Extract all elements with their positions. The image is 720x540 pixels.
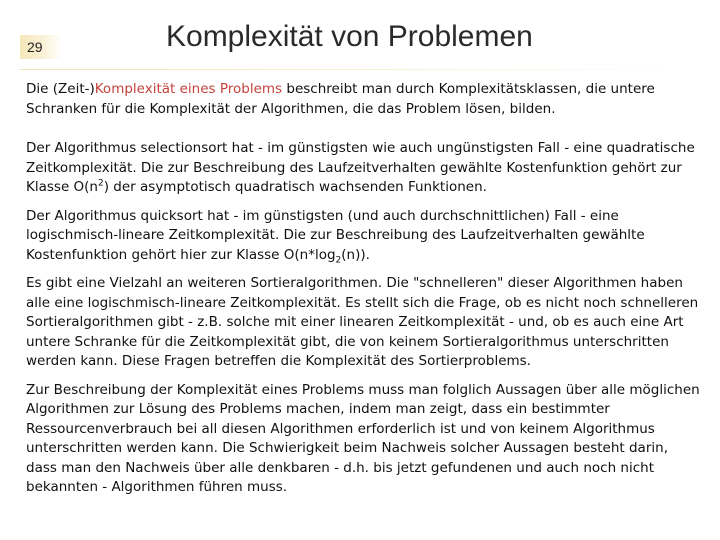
page-number-box (20, 35, 62, 59)
title-divider (20, 69, 700, 70)
paragraph-problemkomplexitaet: Zur Beschreibung der Komplexität eines Problems muss man folglich Aussagen über alle möglichen Algorithmen zur Lösung des Problems machen, indem man zeigt, dass ein bestimmter Ressourcenverbrauch bei all diesen Algorithmen erforderlich ist und von keinem Algorithmus unterschritten werden kann. Die Schwierigkeit beim Nachweis solcher Aussagen besteht darin, dass man den Nachweis über alle denkbaren - d.h. bis jetzt gefundenen und auch noch nicht bekannten - Algorithmen führen muss. (26, 381, 700, 495)
intro-rest: beschreibt man durch Komplexitätsklassen, die untere Schranken für die Komplexität der Algorithmen, die das Problem lösen, bilden. (26, 81, 655, 117)
paragraph-quicksort (26, 207, 702, 266)
intro-highlight: Komplexität eines Problems (94, 81, 283, 97)
quicksort-text-after: (n)). (341, 246, 370, 263)
slide-title: Komplexität von Problemen (166, 20, 533, 53)
selectionsort-exponent: 2 (98, 178, 104, 189)
selectionsort-text-after: ) der asymptotisch quadratisch wachsenden Funktionen. (103, 179, 487, 195)
paragraph-sortieralgorithmen: Es gibt eine Vielzahl an weiteren Sortieralgorithmen. Die "schnelleren" dieser Algorithmen haben alle eine logischmisch-lineare Zeitkomplexität. Es stellt sich die Frage, ob es nicht noch schnelleren Sortieralgorithmen gibt - z.B. solche mit einer linearen Zeitkomplexität - und, ob es auch eine Art untere Schranke für die Zeitkomplexität gibt, die von keinem Sortieralgorithmus unterschritten werden kann. Diese Fragen betreffen die Komplexität des Sortierproblems. (26, 275, 699, 369)
quicksort-text-before: Der Algorithmus quicksort hat - im günstigsten (und auch durchschnittlichen) Fall - eine logischmisch-lineare Zeitkomplexität. Die zur Beschreibung des Laufzeitverhalten gewählte Kostenfunktion gehört hier zur Klasse O(n*log (26, 207, 645, 263)
quicksort-log-base: 2 (335, 255, 342, 266)
intro-prefix: Die (Zeit-) (26, 81, 95, 97)
slide-content (26, 80, 702, 507)
paragraph-selectionsort (26, 139, 702, 198)
page-number: 29 (27, 39, 43, 55)
intro-paragraph (26, 80, 702, 119)
selectionsort-text-before: Der Algorithmus selectionsort hat - im günstigsten wie auch ungünstigsten Fall - eine quadratische Zeitkomplexität. Die zur Beschreibung des Laufzeitverhalten gewählte Kostenfunktion gehört zur Klasse O(n (26, 140, 695, 195)
